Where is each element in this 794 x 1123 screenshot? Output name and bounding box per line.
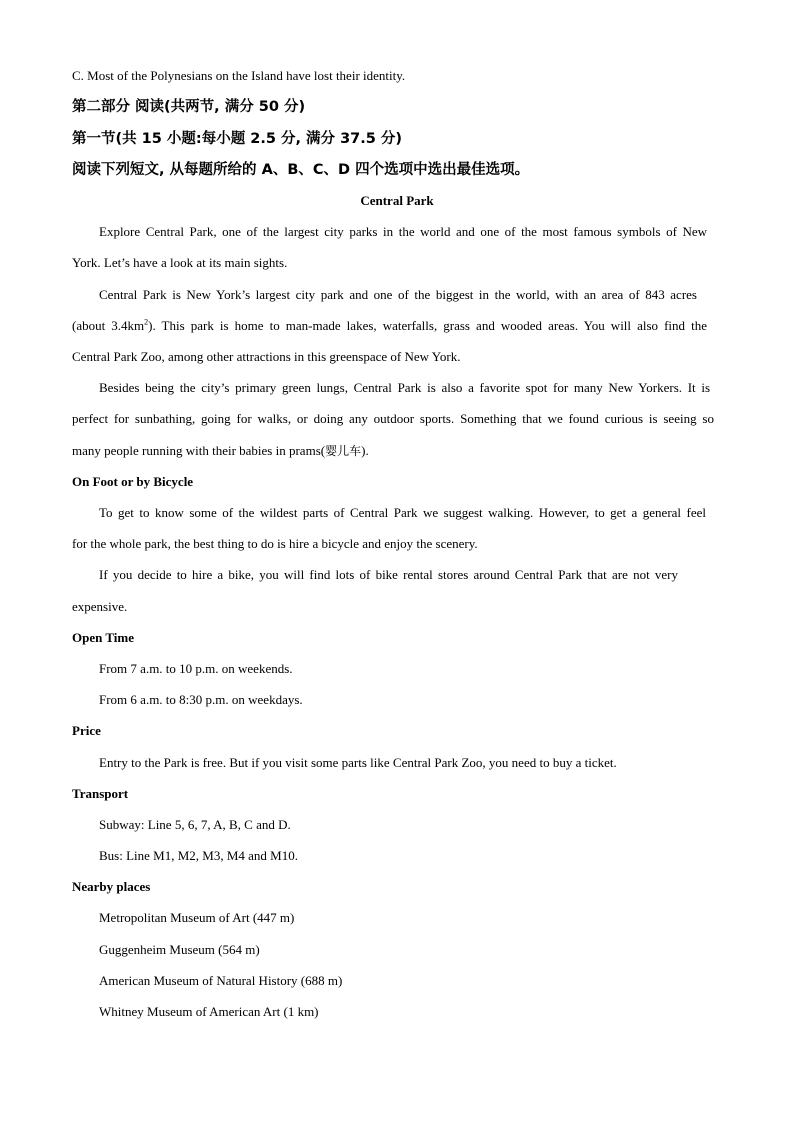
area-text-cont: ). This park is home to man-made lakes, waterfalls, grass and wooded areas. You will also find the [148,318,707,333]
nearby-item: American Museum of Natural History (688 m) [99,973,343,988]
open-time-weekdays: From 6 a.m. to 8:30 p.m. on weekdays. [99,692,303,707]
prams-chinese: 婴儿车 [325,444,362,458]
transport-subway: Subway: Line 5, 6, 7, A, B, C and D. [99,817,291,832]
paragraph-1-line-1: Explore Central Park, one of the largest city parks in the world and one of the most famous symbols of New [99,224,707,239]
paragraph-3-line-3 [72,443,722,459]
area-text: (about 3.4km [72,318,145,333]
nearby-item: Whitney Museum of American Art (1 km) [99,1004,319,1019]
paragraph-3-line-1: Besides being the city’s primary green lungs, Central Park is also a favorite spot for many New Yorkers. It is [99,380,710,395]
price-text: Entry to the Park is free. But if you visit some parts like Central Park Zoo, you need to buy a ticket. [99,755,617,770]
foot-line-3: If you decide to hire a bike, you will find lots of bike rental stores around Central Park that are not very [99,567,678,582]
nearby-item: Metropolitan Museum of Art (447 m) [99,910,295,925]
prams-text: many people running with their babies in prams( [72,443,326,458]
article-title: Central Park [360,193,434,208]
heading-price: Price [72,723,101,738]
paragraph-2-line-3: Central Park Zoo, among other attractions in this greenspace of New York. [72,349,461,364]
instruction: 阅读下列短文, 从每题所给的 A、B、C、D 四个选项中选出最佳选项。 [72,162,530,178]
heading-on-foot: On Foot or by Bicycle [72,474,194,489]
sub-heading: 第一节(共 15 小题:每小题 2.5 分, 满分 37.5 分) [72,131,403,147]
prams-text-end: ). [361,443,369,458]
heading-open-time: Open Time [72,630,135,645]
previous-option-c: C. Most of the Polynesians on the Island have lost their identity. [72,68,406,83]
heading-transport: Transport [72,786,129,801]
part-heading: 第二部分 阅读(共两节, 满分 50 分) [72,99,306,115]
foot-line-2: for the whole park, the best thing to do is hire a bicycle and enjoy the scenery. [72,536,478,551]
foot-line-1: To get to know some of the wildest parts of Central Park we suggest walking. However, to get a general feel [99,505,706,520]
heading-nearby: Nearby places [72,879,151,894]
paragraph-2-line-2 [72,318,707,334]
area-superscript: 2 [144,317,149,327]
foot-line-4: expensive. [72,599,128,614]
nearby-item: Guggenheim Museum (564 m) [99,942,260,957]
paragraph-2-line-1: Central Park is New York’s largest city park and one of the biggest in the world, with an area of 843 acres [99,287,697,302]
transport-bus: Bus: Line M1, M2, M3, M4 and M10. [99,848,298,863]
paragraph-1-line-2: York. Let’s have a look at its main sights. [72,255,288,270]
open-time-weekends: From 7 a.m. to 10 p.m. on weekends. [99,661,293,676]
paragraph-3-line-2: perfect for sunbathing, going for walks, or doing any outdoor sports. Something that we found curious is seeing so [72,411,714,426]
